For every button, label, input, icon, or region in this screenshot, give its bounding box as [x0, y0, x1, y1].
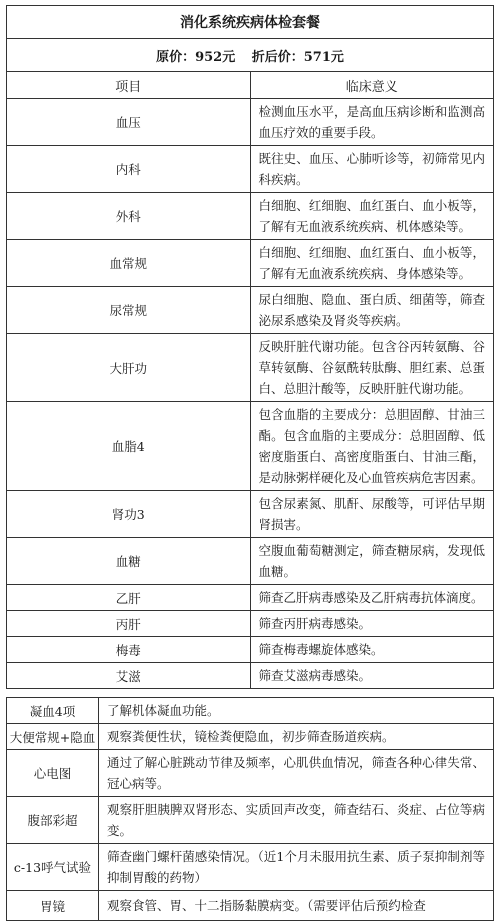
header-meaning: 临床意义 [250, 72, 494, 99]
item-name: 血脂4 [7, 402, 251, 491]
item-name: 内科 [7, 146, 251, 193]
item-meaning: 观察食管、胃、十二指肠黏膜病变。（需要评估后预约检查 [99, 891, 494, 921]
item-meaning: 空腹血葡萄糖测定，筛查糖尿病，发现低血糖。 [250, 538, 494, 585]
item-meaning: 筛查艾滋病毒感染。 [250, 663, 494, 689]
package-title: 消化系统疾病体检套餐 [7, 6, 494, 39]
header-item: 项目 [7, 72, 251, 99]
item-meaning: 检测血压水平，是高血压病诊断和监测高血压疗效的重要手段。 [250, 99, 494, 146]
table-row [7, 611, 494, 637]
item-name: 血常规 [7, 240, 251, 287]
table-row [7, 193, 494, 240]
item-meaning: 通过了解心脏跳动节律及频率，心肌供血情况，筛查各种心律失常、冠心病等。 [99, 750, 494, 797]
item-name: 梅毒 [7, 637, 251, 663]
original-price: 原价：952元 [156, 49, 236, 65]
table-body-1 [7, 99, 494, 689]
item-name: 尿常规 [7, 287, 251, 334]
item-name: 胃镜 [7, 891, 99, 921]
item-meaning: 包含尿素氮、肌酐、尿酸等，可评估早期肾损害。 [250, 491, 494, 538]
item-meaning: 观察粪便性状，镜检粪便隐血，初步筛查肠道疾病。 [99, 724, 494, 750]
table-row [7, 844, 494, 891]
package-table-extra [6, 697, 494, 921]
item-meaning: 尿白细胞、隐血、蛋白质、细菌等，筛查泌尿系感染及肾炎等疾病。 [250, 287, 494, 334]
table-row [7, 287, 494, 334]
table-row [7, 538, 494, 585]
item-name: 大便常规+隐血 [7, 724, 99, 750]
table-row [7, 698, 494, 724]
table-row [7, 99, 494, 146]
item-name: 外科 [7, 193, 251, 240]
discount-price: 折后价：571元 [251, 49, 344, 65]
item-meaning: 白细胞、红细胞、血红蛋白、血小板等，了解有无血液系统疾病、身体感染等。 [250, 240, 494, 287]
item-meaning: 筛查梅毒螺旋体感染。 [250, 637, 494, 663]
item-meaning: 白细胞、红细胞、血红蛋白、血小板等，了解有无血液系统疾病、机体感染等。 [250, 193, 494, 240]
table-row [7, 663, 494, 689]
table-row [7, 402, 494, 491]
table-row [7, 797, 494, 844]
item-name: 大肝功 [7, 334, 251, 402]
item-meaning: 筛查乙肝病毒感染及乙肝病毒抗体滴度。 [250, 585, 494, 611]
table-row [7, 891, 494, 921]
table-row [7, 491, 494, 538]
table-row [7, 750, 494, 797]
item-name: 艾滋 [7, 663, 251, 689]
price-row [7, 39, 494, 72]
table-row [7, 334, 494, 402]
item-meaning: 包含血脂的主要成分：总胆固醇、甘油三酯。包含血脂的主要成分：总胆固醇、低密度脂蛋白、高密度脂蛋白、甘油三酯，是动脉粥样硬化及心血管疾病危害因素。 [250, 402, 494, 491]
table-row [7, 240, 494, 287]
item-name: 心电图 [7, 750, 99, 797]
item-meaning: 观察肝胆胰脾双肾形态、实质回声改变，筛查结石、炎症、占位等病变。 [99, 797, 494, 844]
table-body-2 [7, 698, 494, 921]
table-row [7, 724, 494, 750]
package-table-main [6, 5, 494, 689]
item-meaning: 了解机体凝血功能。 [99, 698, 494, 724]
item-name: 乙肝 [7, 585, 251, 611]
item-name: c-13呼气试验 [7, 844, 99, 891]
table-row [7, 585, 494, 611]
item-meaning: 反映肝脏代谢功能。包含谷丙转氨酶、谷草转氨酶、谷氨酰转肽酶、胆红素、总蛋白、总胆汁酸等，反映肝脏代谢功能。 [250, 334, 494, 402]
item-name: 血压 [7, 99, 251, 146]
package-sheet [6, 5, 494, 921]
item-name: 丙肝 [7, 611, 251, 637]
item-name: 凝血4项 [7, 698, 99, 724]
table-row [7, 146, 494, 193]
item-name: 肾功3 [7, 491, 251, 538]
table-row [7, 637, 494, 663]
item-meaning: 既往史、血压、心肺听诊等，初筛常见内科疾病。 [250, 146, 494, 193]
item-meaning: 筛查幽门螺杆菌感染情况。（近1个月未服用抗生素、质子泵抑制剂等抑制胃酸的药物） [99, 844, 494, 891]
item-name: 血糖 [7, 538, 251, 585]
item-name: 腹部彩超 [7, 797, 99, 844]
item-meaning: 筛查丙肝病毒感染。 [250, 611, 494, 637]
